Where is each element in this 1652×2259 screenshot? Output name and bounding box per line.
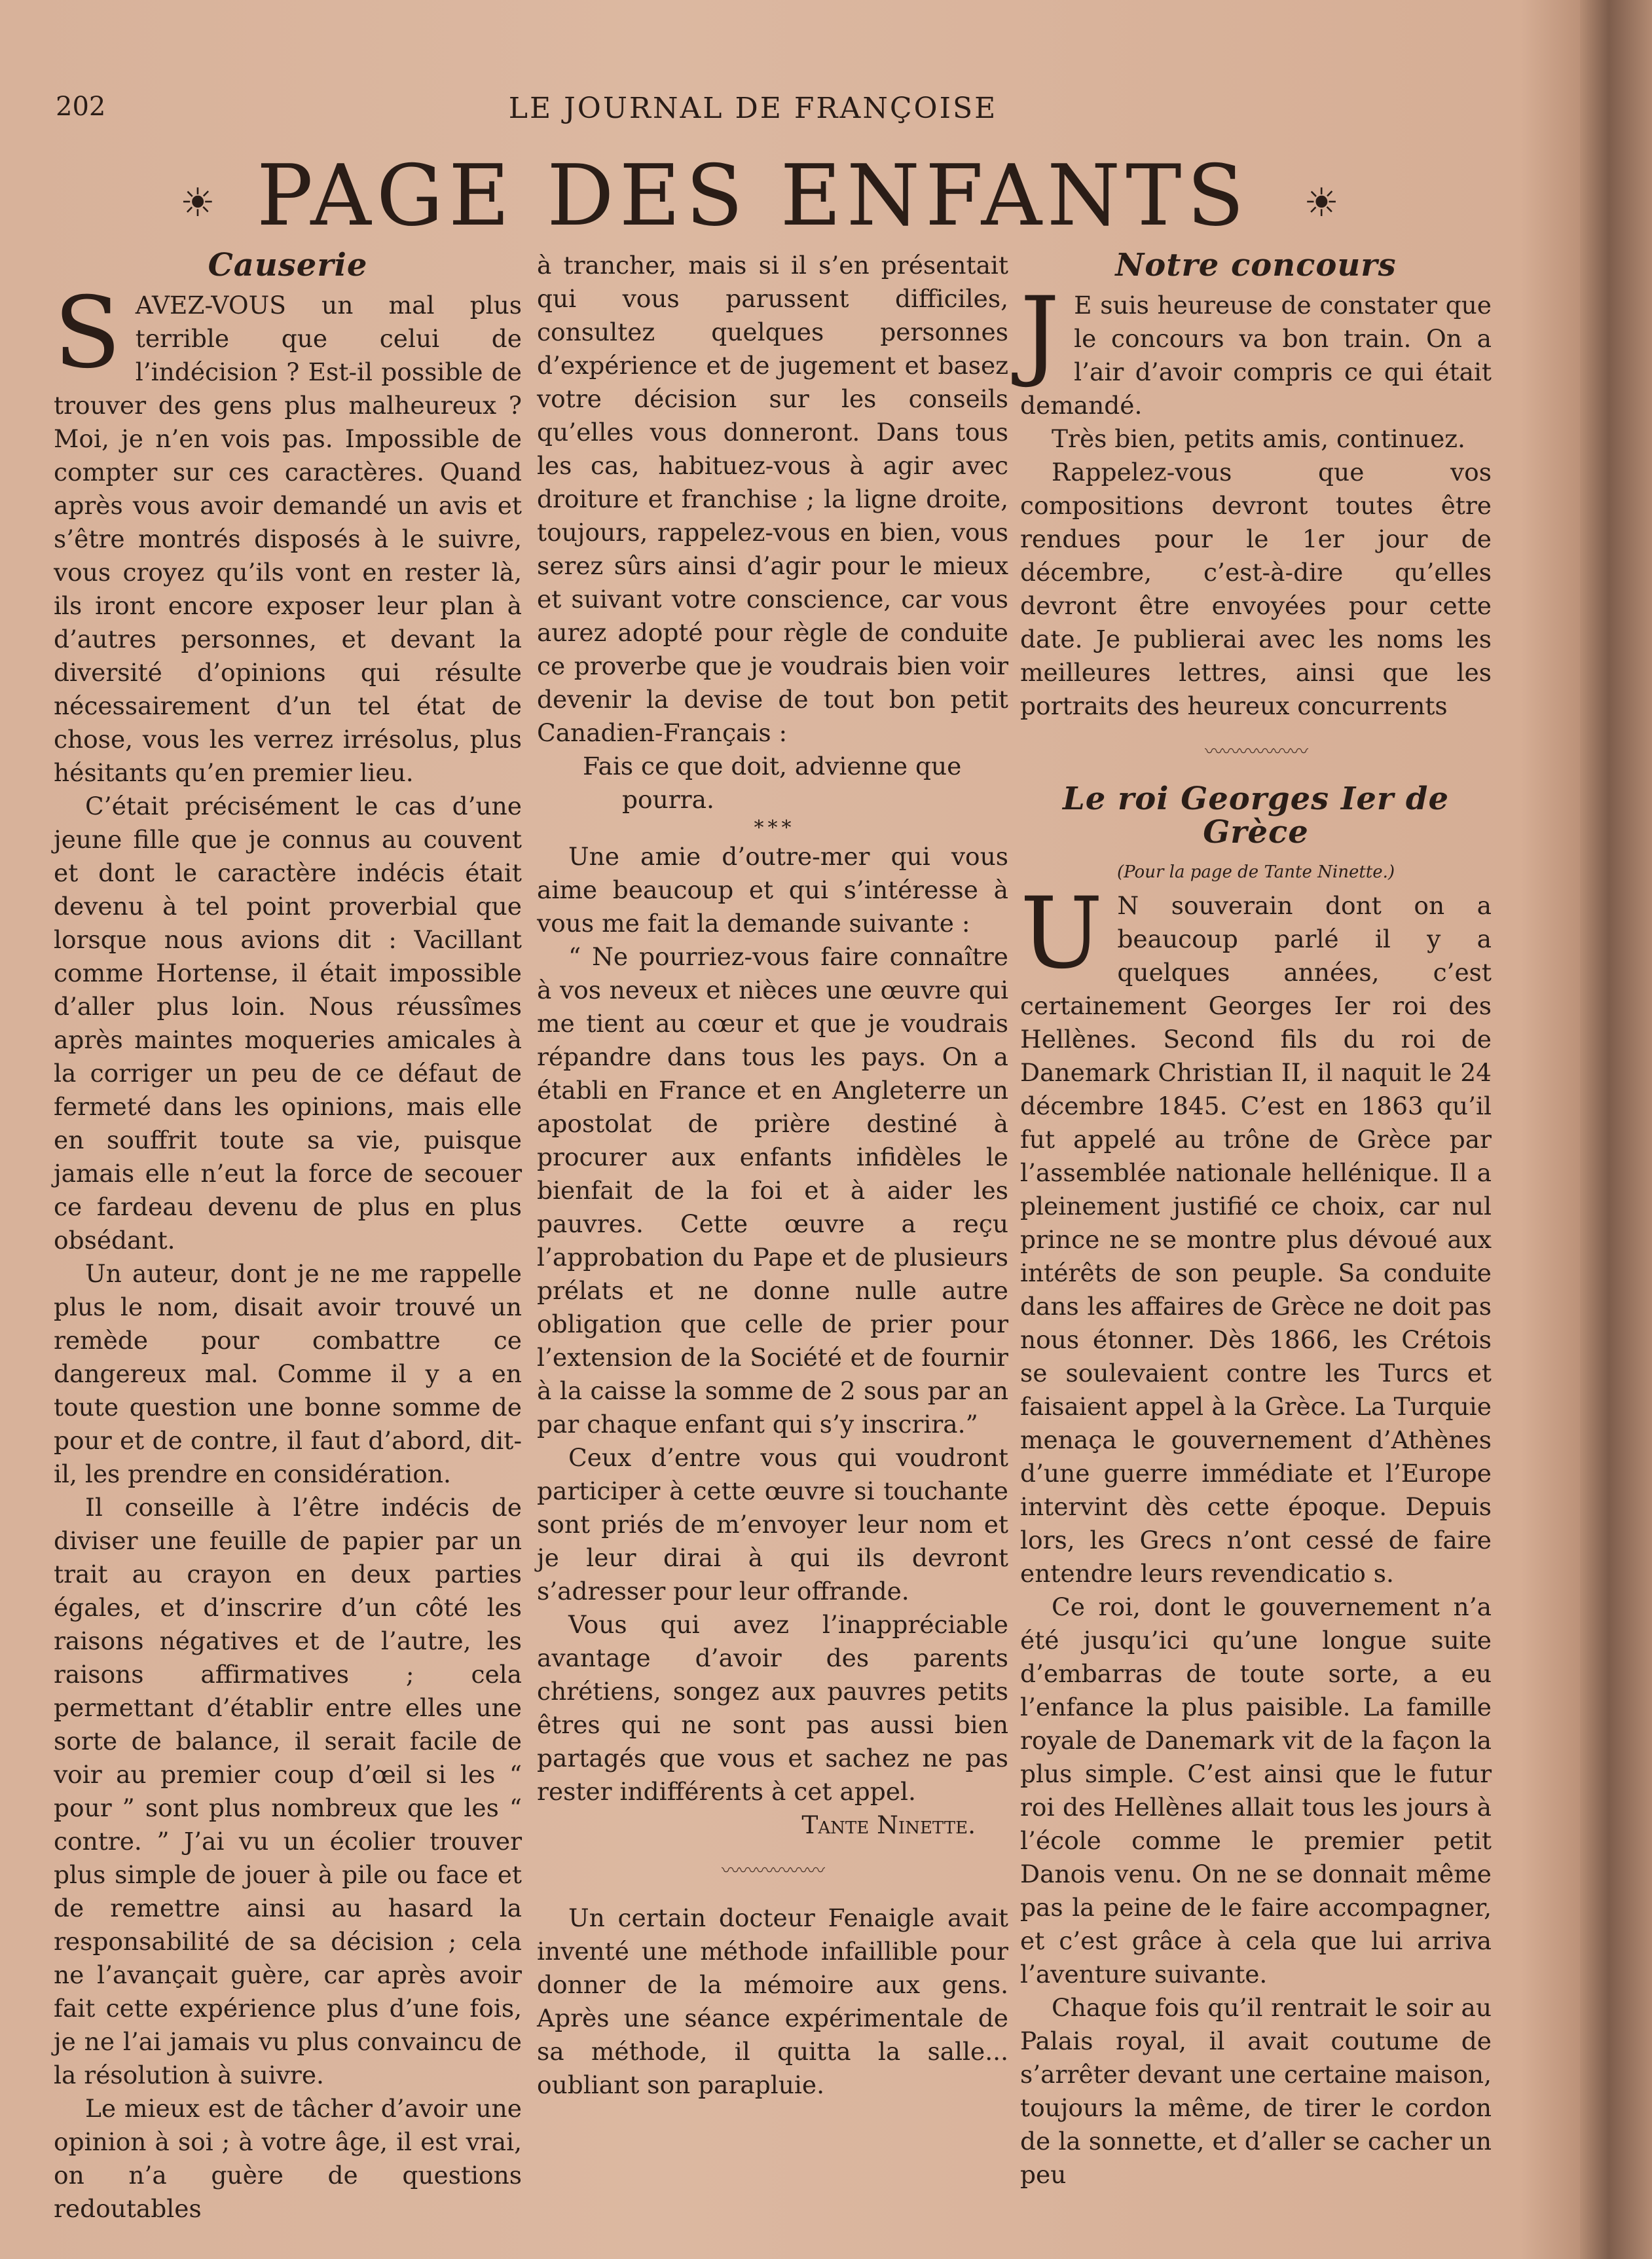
drop-cap: S — [54, 276, 121, 390]
verse-line: Fais ce que doit, advienne que — [583, 752, 962, 781]
paragraph — [54, 276, 522, 790]
paragraph: Une amie d’outre-mer qui vous aime beaucoup et qui s’intéresse à vous me fait la demande suivante : — [537, 842, 1008, 938]
verse-line: pourra. — [622, 785, 714, 814]
wavy-divider: 〰〰〰〰〰〰 — [1204, 741, 1307, 762]
wavy-divider: 〰〰〰〰〰〰 — [721, 1860, 824, 1881]
paragraph: Très bien, petits amis, continuez. — [1052, 424, 1465, 453]
paragraph: à trancher, mais si il s’en présentait qui vous parussent difficiles, consultez quelques personnes d’expérience et de jugement et basez votre décision sur les conseils qu’elles vous donneront. Dans tous les cas, habituez-vous à agir avec droiture et franchise ; la ligne droite, toujours, rappelez-vous en bien, vous serez sûrs ainsi d’agir pour le mieux et suivant votre conscience, car vous aurez adopté pour règle de conduite ce proverbe que je voudrais bien voir devenir la devise de tout bon petit Canadien-Français : — [537, 251, 1008, 747]
paragraph: Vous qui avez l’inappréciable avantage d’avoir des parents chrétiens, songez aux pauvres petits êtres qui ne sont pas aussi bien partagés que vous et sachez ne pas rester indifférents à cet appel. — [537, 1610, 1008, 1806]
drop-cap: J — [1020, 276, 1060, 390]
journal-title: LE JOURNAL DE FRANÇOISE — [508, 92, 998, 125]
paragraph: Il conseille à l’être indécis de diviser une feuille de papier par un trait au crayon en deux parties égales, et d’inscrire d’un côté les raisons négatives et de l’autre, les raisons affirmatives ; cela permettant d’établir entre elles une sorte de balance, il serait facile de voir au premier coup d’œil si les “ pour ” sont plus nombreux que les “ contre. ” J’ai vu un écolier trouver plus simple de jouer à pile ou face et de remettre ainsi au hasard la responsabilité de sa décision ; cela ne l’avançait guère, car après avoir fait cette expérience plus d’une fois, je ne l’ai jamais vu plus convaincu de la résolution à suivre. — [54, 1493, 522, 2089]
paragraph: Ce roi, dont le gouvernement n’a été jusqu’ici qu’une longue suite d’embarras de toute sorte, a eu l’enfance la plus paisible. La famille royale de Danemark vit de la façon la plus simple. C’est ainsi que le futur roi des Hellènes allait tous les jours à l’école comme le premier petit Danois venu. On ne se donnait même pas la peine de le faire accompagner, et c’est grâce à cela que lui arriva l’aventure suivante. — [1020, 1592, 1492, 1989]
page-title: PAGE DES ENFANTS — [256, 147, 1250, 245]
banner — [56, 147, 1450, 246]
page-number: 202 — [56, 92, 106, 122]
paragraph — [1020, 877, 1492, 1590]
paragraph-text: E suis heureuse de constater que le concours va bon train. On a l’air d’avoir compris ce qui était demandé. — [1020, 291, 1492, 420]
paragraph: “ Ne pourriez-vous faire connaître à vos neveux et nièces une œuvre qui me tient au cœur et que je voudrais répandre dans tous les pays. On a établi en France et en Angleterre un apostolat de prière destiné à procurer aux enfants infidèles le bienfait de la foi et à aider les pauvres. Cette œuvre a reçu l’approbation du Pape et de plusieurs prélats et ne donne nulle autre obligation que celle de prier pour l’extension de la Société et de fournir à la caisse la somme de 2 sous par an par chaque enfant qui s’y inscrira.” — [537, 942, 1008, 1439]
paragraph — [1020, 276, 1492, 422]
page-edge-shadow — [1580, 0, 1652, 2259]
section-heading-causerie: Causerie — [208, 247, 368, 284]
section-heading-georges: Le roi Georges Ier de Grèce — [1062, 781, 1449, 851]
subtitle-note: (Pour la page de Tante Ninette.) — [1116, 862, 1395, 882]
column-causerie — [54, 249, 522, 2226]
paragraph: Un auteur, dont je ne me rappelle plus le nom, disait avoir trouvé un remède pour combattre ce dangereux mal. Comme il y a en toute question une bonne somme de pour et de contre, il faut d’abord, dit-il, les prendre en considération. — [54, 1259, 522, 1488]
section-heading-concours: Notre concours — [1115, 247, 1397, 284]
column-middle — [537, 249, 1008, 2102]
running-header — [56, 92, 1450, 131]
paragraph: Un certain docteur Fenaigle avait inventé une méthode infaillible pour donner de la mémoire aux gens. Après une séance expérimentale de sa méthode, il quitta la salle... oubliant son parapluie. — [537, 1903, 1008, 2099]
column-right — [1020, 249, 1492, 2192]
paragraph-text: AVEZ-VOUS un mal plus terrible que celui de l’indécision ? Est-il possible de trouver des gens plus malheureux ? Moi, je n’en vois pas. Impossible de compter sur ces caractères. Quand après vous avoir demandé un avis et s’être montrés disposés à le suivre, vous croyez qu’ils vont en rester là, ils iront encore exposer leur plan à d’autres personnes, et devant la diversité d’opinions qui résulte nécessairement d’un tel état de chose, vous les verrez irrésolus, plus hésitants qu’en premier lieu. — [54, 291, 522, 787]
sun-ornament-icon: ☀ — [1304, 180, 1339, 226]
paragraph: Chaque fois qu’il rentrait le soir au Palais royal, il avait coutume de s’arrêter devant une certaine maison, toujours la même, de tirer le cordon de la sonnette, et d’aller se cacher un peu — [1020, 1993, 1492, 2189]
paragraph: Le mieux est de tâcher d’avoir une opinion à soi ; à votre âge, il est vrai, on n’a guère de questions redoutables — [54, 2094, 522, 2223]
paragraph-text: N souverain dont on a beaucoup parlé il y a quelques années, c’est certainement Georges Ier roi des Hellènes. Second fils du roi de Danemark Christian II, il naquit le 24 décembre 1845. C’est en 1863 qu’il fut appelé au trône de Grèce par l’assemblée nationale hellénique. Il a pleinement justifié ce choix, car nul prince ne se montre plus dévoué aux intérêts de son peuple. Sa conduite dans les affaires de Grèce ne doit pas nous étonner. Dès 1866, les Crétois se soulevaient contre les Turcs et faisaient appel à la Grèce. La Turquie menaça le gouvernement d’Athènes d’une guerre immédiate et l’Europe intervint dès cette époque. Depuis lors, les Grecs n’ont cessé de faire entendre leurs revendicatio s. — [1020, 891, 1492, 1588]
sun-ornament-icon: ☀ — [180, 180, 215, 226]
signature: Tante Ninette. — [801, 1810, 976, 1839]
drop-cap: U — [1020, 877, 1103, 991]
paragraph: C’était précisément le cas d’une jeune fille que je connus au couvent et dont le caractère indécis était devenu à tel point proverbial que lorsque nous avions dit : Vacillant comme Hortense, il était impossible d’aller plus loin. Nous réussîmes après maintes moqueries amicales à la corriger un peu de ce défaut de fermeté dans les opinions, mais elle en souffrit toute sa vie, puisque jamais elle n’eut la force de secouer ce fardeau devenu de plus en plus obsédant. — [54, 792, 522, 1255]
paragraph: Rappelez-vous que vos compositions devront toutes être rendues pour le 1er jour de décembre, c’est-à-dire qu’elles devront être envoyées pour cette date. Je publierai avec les noms les meilleures lettres, ainsi que les portraits des heureux concurrents — [1020, 458, 1492, 720]
asterism: * * * — [754, 817, 792, 839]
paragraph: Ceux d’entre vous qui voudront participer à cette œuvre si touchante sont priés de m’envoyer leur nom et je leur dirai à qui ils devront s’adresser pour leur offrande. — [537, 1443, 1008, 1606]
